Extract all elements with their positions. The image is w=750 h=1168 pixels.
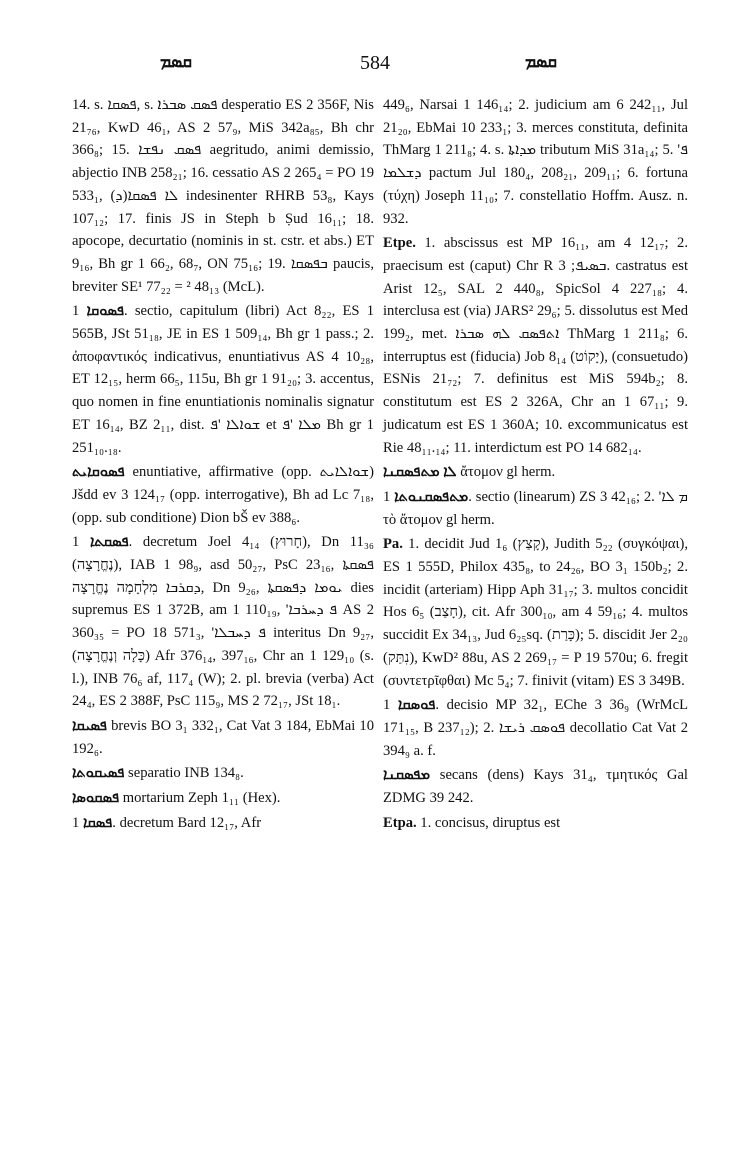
entry-paragraph	[72, 762, 374, 785]
entry-headword: ܦܣܝܩܘܬܐ	[72, 765, 125, 782]
entry-paragraph	[383, 694, 688, 762]
page-number: 584	[360, 52, 390, 74]
entry-text: mortarium Zeph 1₁₁ (Hex).	[119, 790, 281, 807]
entry-text: 1. decretum Joel 4₁₄ (חָרוּץ), Dn 11₃₆ (נֶחֱרָצָה), IAB 1 98₉, asd 50₂₇, PsC 23₁₆, ܦܣܩܬܐ ܕܩܪܒܐ מִלְחָמָה נֶחֱרָצָה, Dn 9₂₆, ܝܘܡܐ ܕܦܣܩܬܐ dies supremus ES 1 372B, am 1 110₁₉, 'ܦ ܕܚܪܒܐ AS 2 360₃₅ = PO 18 571₃, 'ܦ ܕܚܒܠܐ interitus Dn 9₂₇, (כָּלָה וְנֶחֱרָצָה) Afr 376₁₄, 397₁₆, Chr an 1 129₁₀ (s. l.), INB 76₆ af, 117₄ (W); 2. pl. brevia (verba) Act 24₄, ES 2 388F, PsC 115₉, MS 2 72₁₇, JSt 18₁.	[72, 534, 374, 710]
entry-headword: ܦܣܩܐ	[82, 814, 113, 831]
entry-text: 14. s. ܦܣܩܐ, s. ܦܣܩ ܣܒܪܐ desperatio ES 2 356F, Nis 21₇₆, KwD 46₁, AS 2 57₉, MiS 342a₈₅, Bh chr 366₈; 15. ܦܣܩ ܢܦܫܐ aegritudo, animi demissio, abjectio INB 258₂₁; 16. cessatio AS 2 265₄ = PO 19 533₁, (ܕ)ܠܐ ܦܣܩܐ indesinenter RHRB 53₈, Kays 107₁₂; 17. finis JS in Steph b Ṣud 16₁₁; 18. apocope, decurtatio (nominis in st. cstr. et abs.) ET 9₁₆, Bh gr 1 66₂, 68₇, ON 75₁₆; 19. ܒܦܣܩܐ paucis, breviter SE¹ 77₂₂ = ² 48₁₃ (McL).	[72, 97, 374, 295]
entry-paragraph	[72, 787, 374, 810]
entry-headword: ܦܣܩܘܣܐ	[72, 790, 120, 807]
entry-headword: ܦܣܘܩܐ	[86, 303, 124, 320]
running-head-left: ܩܣܡ	[160, 52, 192, 72]
entry-headword: ܦܣܩܬܐ	[89, 534, 129, 551]
running-head-right: ܩܣܡ	[525, 52, 557, 72]
stem-label: Etpe.	[383, 235, 416, 252]
entry-paragraph	[383, 486, 688, 531]
entry-headword: ܡܬܦܣܩܢܘܬܐ	[394, 488, 469, 505]
entry-paragraph	[383, 764, 688, 809]
entry-paragraph	[72, 461, 374, 529]
entry-headword: ܦܣܘܩܐܝܬ	[72, 464, 125, 481]
entry-text: 1. concisus, diruptus est	[416, 814, 561, 831]
stem-label: Pa.	[383, 536, 403, 553]
entry-text: 1. sectio, capitulum (libri) Act 8₂₂, ES 1 565B, JSt 51₁₈, JE in ES 1 509₁₄, Bh gr 1 pass.; 2. ἀποφαντικός indicativus, enuntiativus AS 4 10₂₈, ET 12₁₅, herm 66₅, 115u, Bh gr 1 91₂₀; 3. accentus, quo nomen in fine enuntiationis nominalis signatur ET 16₁₄, BZ 2₁₁, dist. ܫܘܐܠܐ 'ܦ et ܡܠܐ 'ܦ Bh gr 1 251₁₀.₁₈.	[72, 303, 374, 456]
entry-text: 1. decretum Bard 12₁₇, Afr	[72, 814, 262, 831]
page-header	[0, 52, 750, 80]
entry-headword: ܦܘܣܩܐ	[397, 697, 436, 714]
entry-paragraph	[72, 94, 374, 298]
entry-paragraph	[383, 812, 688, 835]
entry-paragraph	[72, 300, 374, 459]
entry-text: 1. decisio MP 32₁, EChe 3 36₉ (WrMcL 171₁₅, B 237₁₂); 2. ܦܘܣܩ ܪܝܫܐ decollatio Cat Vat 2 394₉ a. f.	[383, 697, 689, 759]
entry-text: 449₆, Narsai 1 146₁₄; 2. judicium am 6 242₁₁, Jul 21₂₀, EbMai 10 233₁; 3. merces constituta, definita ThMarg 1 211₈; 4. s. ܡܕܐܬܐ tributum MiS 31a₁₄; 5. 'ܦ ܕܫܠܡܐ pactum Jul 180₄, 208₂₁, 209₁₁; 6. fortuna (τύχη) Joseph 11₁₀; 7. constellatio Hoffm. Ausz. n. 932.	[383, 97, 688, 227]
left-column	[72, 92, 374, 835]
entry-text: enuntiative, affirmative (opp. ܫܘܐܠܐܝܬ) Jšdd ev 3 124₁₇ (opp. interrogative), Bh ad Lc 7₁₈, (opp. sub conditione) Dion bŠ ev 388₆.	[72, 464, 374, 526]
entry-paragraph	[383, 232, 688, 459]
entry-text: brevis BO 3₁ 332₁, Cat Vat 3 184, EbMai 10 192₆.	[72, 717, 374, 757]
entry-paragraph	[72, 715, 374, 760]
entry-text: 1. decidit Jud 1₆ (קָצַץ), Judith 5₂₂ (συγκόψαι), ES 1 555D, Philox 435₈, to 24₂₆, BO 3₁ 150b₂; 2. incidit (arteriam) Hipp Aph 31₁₇; 3. multos concidit Hos 6₅ (חָצַב), cit. Afr 300₁₀, am 4 59₁₆; 4. multos succidit Ex 34₁₃, Jud 6₂₅sq. (כָּרַת); 5. discidit Jer 2₂₀ (נִתַּק), KwD² 88u, AS 2 269₁₇ = P 19 570u; 6. fregit (συντετρῖφθαι) Mc 5₄; 7. finivit (vitam) ES 3 349B.	[383, 536, 688, 689]
entry-headword: ܡܦܣܩܢܐ	[383, 767, 431, 784]
entry-paragraph	[383, 533, 688, 692]
entry-headword: ܠܐ ܡܬܦܣܩܢܐ	[383, 464, 457, 481]
entry-text: secans (dens) Kays 31₄, τμητικός Gal ZDMG 39 242.	[383, 767, 688, 807]
entry-text: 1. sectio (linearum) ZS 3 42₁₆; 2. 'ܡ ܠܐ τὸ ἄτομον gl herm.	[383, 488, 688, 528]
right-column	[383, 92, 688, 835]
entry-paragraph	[72, 812, 374, 835]
entry-paragraph	[72, 531, 374, 713]
entry-paragraph	[383, 94, 688, 230]
entry-text: separatio INB 134₈.	[124, 765, 244, 782]
entry-paragraph	[383, 461, 688, 484]
entry-text: 1. abscissus est MP 16₁₁, am 4 12₁₇; 2. praecisum est (caput) Chr R ܒܣܝܦ; 3. castratus est Arist 12₅, SAL 2 440₈, SpicSol 4 227₁₈; 4. interclusa est (via) JARS² 29₆; 5. dissolutus est Med 199₂, met. ܐܬܦܣܩ ܠܗ ܣܒܪܐ ThMarg 1 211₈; 6. interruptus est (fiducia) Job 8₁₄ (יָקוֹט), (consuetudo) ESNis 21₇₂; 7. definitus est MiS 594b₂; 8. constitutum est ES 2 326A, Chr an 1 67₁₁; 9. judicatum est ES 1 360A; 10. excommunicatus est Rie 48₁₁.₁₄; 11. interdictum est PO 14 682₁₄.	[383, 235, 688, 456]
entry-headword: ܦܣܝܩܐ	[72, 717, 107, 734]
stem-label: Etpa.	[383, 814, 417, 831]
entry-text: ἄτομον gl herm.	[456, 464, 556, 481]
